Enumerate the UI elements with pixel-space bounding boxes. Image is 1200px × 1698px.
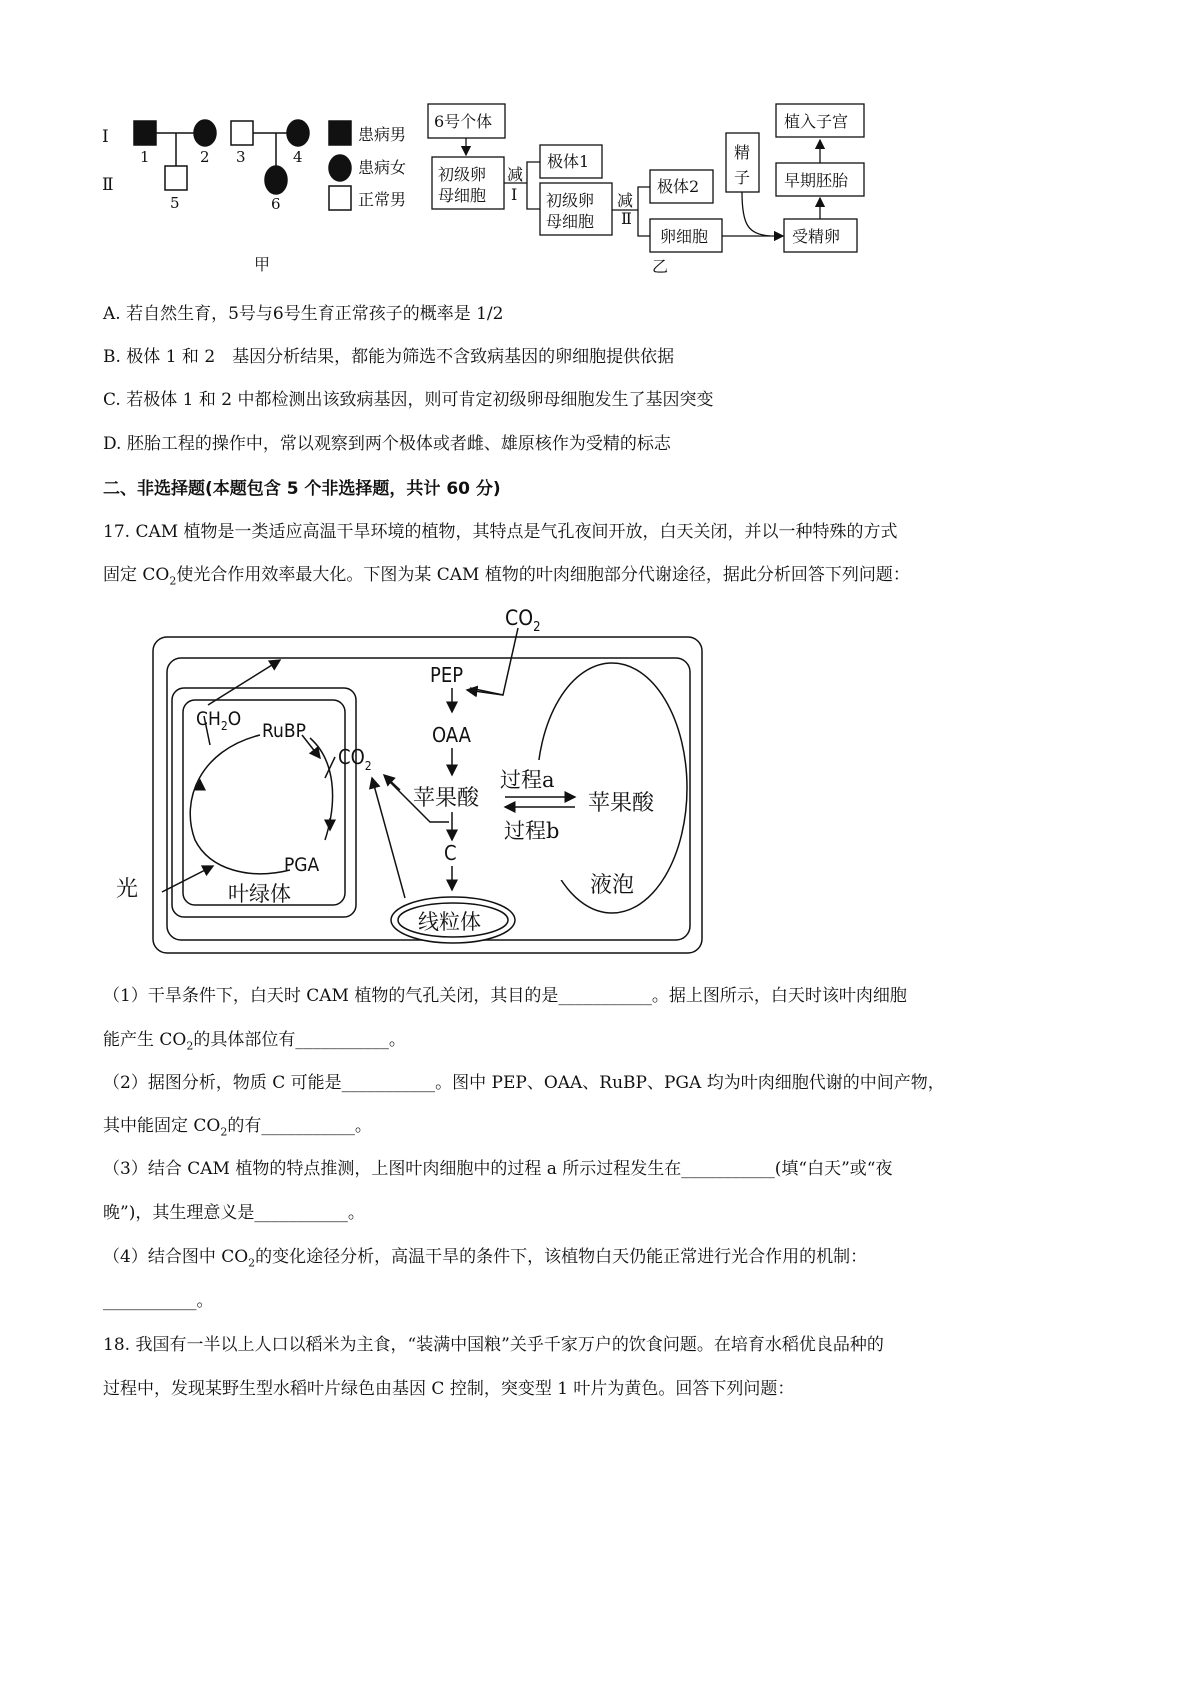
- svg-text:叶绿体: 叶绿体: [228, 882, 291, 906]
- svg-text:光: 光: [116, 877, 139, 902]
- q17-part2-a: （2）据图分析，物质 C 可能是___________。图中 PEP、OAA、RuBP、PGA 均为叶肉细胞代谢的中间产物，: [103, 1073, 945, 1093]
- option-b: B. 极体 1 和 2 基因分析结果，都能为筛选不含致病基因的卵细胞提供依据: [103, 347, 675, 367]
- svg-text:PGA: PGA: [284, 854, 320, 876]
- svg-text:甲: 甲: [254, 255, 271, 274]
- svg-text:植入子宫: 植入子宫: [784, 112, 849, 131]
- svg-text:卵细胞: 卵细胞: [660, 227, 709, 246]
- q17-part1-b: 能产生 $CO_2$的具体部位有___________。: [103, 1030, 406, 1053]
- svg-text:1: 1: [140, 148, 150, 166]
- svg-text:液泡: 液泡: [590, 873, 635, 898]
- svg-text:C: C: [444, 841, 457, 865]
- svg-text:PEP: PEP: [430, 663, 464, 687]
- svg-text:过程a: 过程a: [500, 768, 555, 792]
- cam-cell-diagram: [116, 606, 702, 953]
- q17-part1-a: （1）干旱条件下，白天时 CAM 植物的气孔关闭，其目的是___________。据上图所示，白天时该叶肉细胞: [103, 986, 907, 1006]
- svg-text:3: 3: [236, 148, 246, 166]
- svg-text:4: 4: [293, 148, 303, 166]
- q17-part3-b: 晚”)，其生理意义是___________。: [103, 1203, 365, 1223]
- svg-text:Ⅰ: Ⅰ: [102, 127, 109, 147]
- ivf-flowchart: [428, 104, 864, 276]
- svg-text:母细胞: 母细胞: [438, 186, 487, 205]
- q17-part2-b: 其中能固定 $CO_2$的有___________。: [103, 1116, 372, 1139]
- svg-text:苹果酸: 苹果酸: [413, 786, 480, 811]
- svg-text:Ⅰ: Ⅰ: [511, 185, 518, 204]
- svg-text:CO2: $CO_2$: [338, 745, 372, 773]
- svg-text:初级卵: 初级卵: [546, 191, 595, 210]
- svg-text:5: 5: [170, 194, 180, 212]
- option-d: D. 胚胎工程的操作中，常以观察到两个极体或者雌、雄原核作为受精的标志: [103, 434, 671, 454]
- svg-text:子: 子: [734, 168, 751, 187]
- svg-text:受精卵: 受精卵: [792, 227, 841, 246]
- svg-text:苹果酸: 苹果酸: [588, 791, 655, 816]
- option-a: A. 若自然生育，5号与6号生育正常孩子的概率是 1/2: [103, 304, 504, 324]
- svg-text:减: 减: [507, 165, 524, 184]
- pedigree-chart: [102, 120, 406, 274]
- svg-text:患病女: 患病女: [358, 158, 407, 177]
- svg-text:线粒体: 线粒体: [418, 910, 481, 934]
- svg-text:2: 2: [200, 148, 210, 166]
- q17-part4-a: （4）结合图中 $CO_2$的变化途径分析，高温干旱的条件下，该植物白天仍能正常进行光合作用的机制：: [103, 1247, 868, 1270]
- svg-text:OAA: OAA: [432, 723, 471, 747]
- svg-text:正常男: 正常男: [358, 190, 407, 209]
- q18-stem-2: 过程中，发现某野生型水稻叶片绿色由基因 C 控制，突变型 1 叶片为黄色。回答下列问题：: [103, 1379, 795, 1399]
- svg-text:早期胚胎: 早期胚胎: [784, 171, 849, 190]
- svg-text:Ⅱ: Ⅱ: [102, 175, 114, 195]
- svg-text:乙: 乙: [652, 257, 669, 276]
- svg-text:Ⅱ: Ⅱ: [621, 209, 632, 228]
- svg-text:精: 精: [734, 143, 751, 162]
- svg-text:初级卵: 初级卵: [438, 165, 487, 184]
- q18-stem-1: 18. 我国有一半以上人口以稻米为主食，“装满中国粮”关乎千家万户的饮食问题。在培育水稻优良品种的: [103, 1335, 884, 1355]
- q17-part3-a: （3）结合 CAM 植物的特点推测，上图叶肉细胞中的过程 a 所示过程发生在___________(填“白天”或“夜: [103, 1159, 893, 1179]
- svg-text:CO2: $CO_2$: [505, 606, 541, 635]
- section-title: 二、非选择题(本题包含 5 个非选择题，共计 60 分): [103, 479, 501, 499]
- svg-text:过程b: 过程b: [504, 819, 560, 843]
- svg-text:减: 减: [617, 191, 634, 210]
- svg-text:RuBP: RuBP: [262, 720, 306, 742]
- svg-text:患病男: 患病男: [358, 125, 407, 144]
- svg-text:CH2O: $CH_2O$: [196, 708, 242, 733]
- svg-text:6: 6: [271, 195, 281, 213]
- svg-text:极体2: 极体2: [657, 177, 700, 196]
- option-c: C. 若极体 1 和 2 中都检测出该致病基因，则可肯定初级卵母细胞发生了基因突变: [103, 390, 714, 410]
- svg-text:母细胞: 母细胞: [546, 212, 595, 231]
- svg-text:极体1: 极体1: [547, 152, 590, 171]
- q17-part4-b: ___________。: [103, 1291, 214, 1311]
- svg-text:6号个体: 6号个体: [434, 112, 493, 131]
- q17-stem-2: 固定 $CO_2$使光合作用效率最大化。下图为某 CAM 植物的叶肉细胞部分代谢途径，据此分析回答下列问题：: [103, 565, 910, 588]
- q17-stem-1: 17. CAM 植物是一类适应高温干旱环境的植物，其特点是气孔夜间开放，白天关闭，并以一种特殊的方式: [103, 522, 898, 542]
